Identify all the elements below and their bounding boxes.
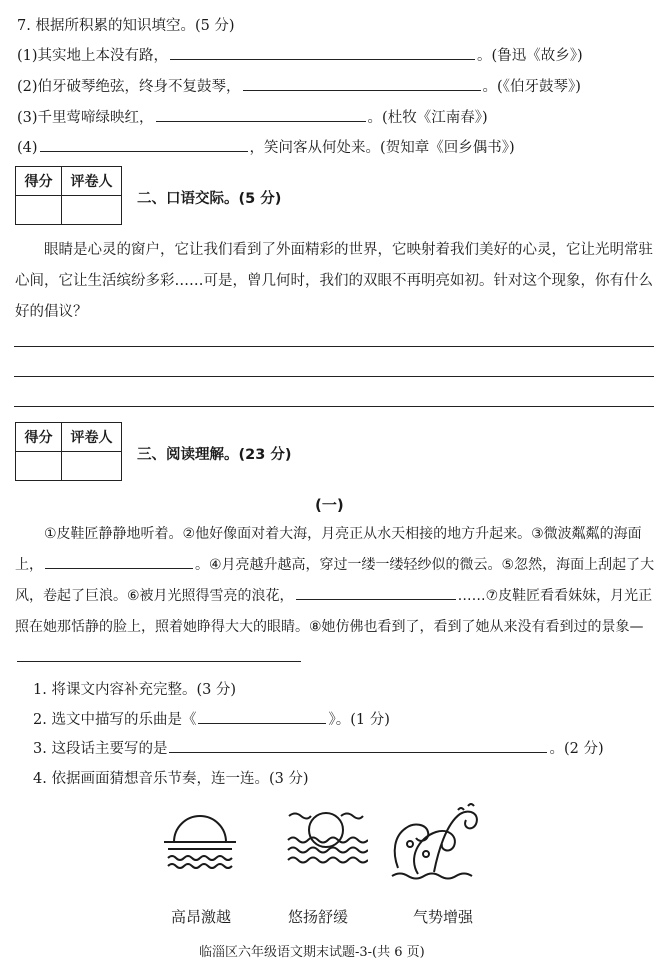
answer-line[interactable]: [14, 406, 654, 407]
answer-line[interactable]: [14, 346, 654, 347]
question-2: 2. 选文中描写的乐曲是《 》。(1 分): [33, 712, 390, 728]
answer-blank[interactable]: [170, 59, 475, 60]
grader-cell[interactable]: [62, 452, 122, 481]
grader-header: 评卷人: [62, 167, 122, 196]
big-waves-picture[interactable]: [388, 798, 484, 880]
section3-title: 三、阅读理解。(23 分): [137, 447, 292, 463]
section2-text: 眼睛是心灵的窗户，它让我们看到了外面精彩的世界，它映射着我们美好的心灵，它让光明常驻心间，它让生活缤纷多彩……可是，曾几何时，我们的双眼不再明亮如初。针对这个现象，你有什么好的倡议？: [15, 242, 653, 320]
reading-passage: ①皮鞋匠静静地听着。②他好像面对着大海，月亮正从水天相接的地方升起来。③微波粼粼的海面上， 。④月亮越升越高，穿过一缕一缕轻纱似的微云。⑤忽然，海面上刮起了大风，卷起了巨浪。⑥被月光照得雪亮的浪花， ……⑦皮鞋匠看看妹妹，月光正照在她那恬静的脸上，照着她睁得大大的眼睛。⑧她仿佛也看到了，看到了她从来没有看到过的景象—: [15, 519, 657, 674]
score-cell[interactable]: [16, 196, 62, 225]
label-growing-momentum[interactable]: 气势增强: [413, 908, 474, 926]
answer-blank[interactable]: [296, 599, 456, 600]
answer-blank[interactable]: [198, 723, 326, 724]
answer-blank[interactable]: [17, 661, 301, 662]
answer-blank[interactable]: [45, 568, 193, 569]
answer-line[interactable]: [14, 376, 654, 377]
score-table: [15, 422, 122, 481]
question-3: 3. 这段话主要写的是 。(2 分): [33, 741, 604, 757]
question-4: 4. 依据画面猜想音乐节奏，连一连。(3 分): [33, 771, 309, 787]
grader-header: 评卷人: [62, 423, 122, 452]
rising-moon-picture[interactable]: [284, 804, 368, 876]
grader-cell[interactable]: [62, 196, 122, 225]
page-footer: 临淄区六年级语文期末试题-3-(共 6 页): [199, 945, 425, 960]
label-high-spirited[interactable]: 高昂激越: [171, 908, 232, 926]
q7-item-4: (4) ，笑问客从何处来。(贺知章《回乡偶书》): [17, 140, 515, 156]
score-cell[interactable]: [16, 452, 62, 481]
question-1: 1. 将课文内容补充完整。(3 分): [33, 682, 237, 698]
score-table: [15, 166, 122, 225]
q7-item-2: (2)伯牙破琴绝弦，终身不复鼓琴， 。(《伯牙鼓琴》): [17, 79, 581, 95]
q7-item-1: (1)其实地上本没有路， 。(鲁迅《故乡》): [17, 48, 583, 64]
calm-sunrise-picture[interactable]: [160, 808, 242, 876]
label-melodious[interactable]: 悠扬舒缓: [288, 908, 349, 926]
section2-title: 二、口语交际。(5 分): [137, 191, 282, 207]
answer-blank[interactable]: [169, 752, 547, 753]
answer-blank[interactable]: [156, 121, 366, 122]
q7-title: 7. 根据所积累的知识填空。(5 分): [17, 18, 235, 34]
answer-blank[interactable]: [40, 151, 248, 152]
q7-item-3: (3)千里莺啼绿映红， 。(杜牧《江南春》): [17, 110, 488, 126]
part-heading: (一): [315, 496, 344, 514]
answer-blank[interactable]: [243, 90, 481, 91]
score-header: 得分: [16, 167, 62, 196]
score-header: 得分: [16, 423, 62, 452]
